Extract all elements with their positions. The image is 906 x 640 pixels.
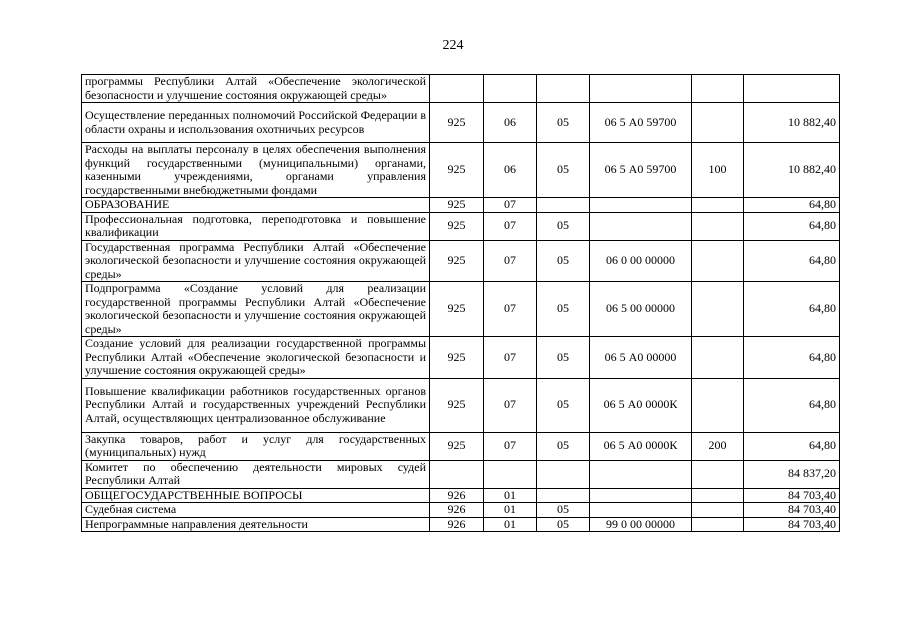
grbs-code-cell: 925 <box>430 282 484 337</box>
expense-type-cell <box>692 103 744 143</box>
row-name-cell: программы Республики Алтай «Обеспечение экологической безопасности и улучшение состояния окружающей среды» <box>82 75 430 103</box>
target-article-cell <box>590 212 692 240</box>
amount-cell: 10 882,40 <box>744 103 840 143</box>
grbs-code-cell: 925 <box>430 103 484 143</box>
grbs-code-cell: 925 <box>430 143 484 198</box>
subsection-code-cell: 05 <box>537 143 590 198</box>
section-code-cell: 06 <box>484 143 537 198</box>
section-code-cell: 01 <box>484 488 537 503</box>
expense-type-cell <box>692 460 744 488</box>
target-article-cell: 99 0 00 00000 <box>590 517 692 532</box>
subsection-code-cell: 05 <box>537 337 590 379</box>
target-article-cell <box>590 488 692 503</box>
amount-cell: 84 837,20 <box>744 460 840 488</box>
expense-type-cell <box>692 488 744 503</box>
row-name-cell: Создание условий для реализации государственной программы Республики Алтай «Обеспечение экологической безопасности и улучшение состояния окружающей среды» <box>82 337 430 379</box>
expense-type-cell <box>692 503 744 518</box>
amount-cell: 64,80 <box>744 432 840 460</box>
amount-cell: 64,80 <box>744 282 840 337</box>
table-row <box>82 198 840 213</box>
table-row <box>82 432 840 460</box>
grbs-code-cell: 925 <box>430 212 484 240</box>
section-code-cell <box>484 75 537 103</box>
subsection-code-cell: 05 <box>537 240 590 282</box>
target-article-cell <box>590 503 692 518</box>
subsection-code-cell: 05 <box>537 432 590 460</box>
row-name-cell: Повышение квалификации работников государственных органов Республики Алтай и государственных учреждений Республики Алтай, осуществляющих централизованное обслуживание <box>82 378 430 432</box>
amount-cell: 64,80 <box>744 212 840 240</box>
row-name-cell: Расходы на выплаты персоналу в целях обеспечения выполнения функций государственными (муниципальными) органами, казенными учреждениями, органами управления государственными внебюджетными фондами <box>82 143 430 198</box>
row-name-cell: Закупка товаров, работ и услуг для государственных (муниципальных) нужд <box>82 432 430 460</box>
grbs-code-cell: 925 <box>430 337 484 379</box>
row-name-cell: ОБРАЗОВАНИЕ <box>82 198 430 213</box>
table-row <box>82 378 840 432</box>
target-article-cell: 06 5 А0 0000К <box>590 432 692 460</box>
amount-cell: 64,80 <box>744 378 840 432</box>
grbs-code-cell: 926 <box>430 503 484 518</box>
subsection-code-cell: 05 <box>537 503 590 518</box>
section-code-cell: 01 <box>484 503 537 518</box>
section-code-cell: 07 <box>484 212 537 240</box>
table-row <box>82 212 840 240</box>
grbs-code-cell <box>430 460 484 488</box>
table-row <box>82 282 840 337</box>
table-row <box>82 460 840 488</box>
expense-type-cell <box>692 212 744 240</box>
row-name-cell: Комитет по обеспечению деятельности мировых судей Республики Алтай <box>82 460 430 488</box>
target-article-cell: 06 5 А0 0000К <box>590 378 692 432</box>
page-number: 224 <box>442 38 464 53</box>
table-row <box>82 75 840 103</box>
row-name-cell: Осуществление переданных полномочий Российской Федерации в области охраны и использования охотничьих ресурсов <box>82 103 430 143</box>
amount-cell: 84 703,40 <box>744 503 840 518</box>
section-code-cell: 07 <box>484 432 537 460</box>
target-article-cell: 06 0 00 00000 <box>590 240 692 282</box>
amount-cell <box>744 75 840 103</box>
row-name-cell: Подпрограмма «Создание условий для реализации государственной программы Республики Алтай «Обеспечение экологической безопасности и улучшение состояния окружающей среды» <box>82 282 430 337</box>
amount-cell: 84 703,40 <box>744 517 840 532</box>
table-row <box>82 488 840 503</box>
row-name-cell: Судебная система <box>82 503 430 518</box>
section-code-cell: 07 <box>484 378 537 432</box>
target-article-cell <box>590 75 692 103</box>
row-name-cell: ОБЩЕГОСУДАРСТВЕННЫЕ ВОПРОСЫ <box>82 488 430 503</box>
amount-cell: 64,80 <box>744 198 840 213</box>
section-code-cell: 06 <box>484 103 537 143</box>
subsection-code-cell <box>537 198 590 213</box>
expense-type-cell: 100 <box>692 143 744 198</box>
grbs-code-cell: 925 <box>430 432 484 460</box>
table-row <box>82 503 840 518</box>
target-article-cell: 06 5 А0 59700 <box>590 143 692 198</box>
expense-type-cell <box>692 517 744 532</box>
table-row <box>82 517 840 532</box>
target-article-cell: 06 5 00 00000 <box>590 282 692 337</box>
expense-type-cell: 200 <box>692 432 744 460</box>
table-body <box>82 75 840 532</box>
amount-cell: 64,80 <box>744 240 840 282</box>
grbs-code-cell <box>430 75 484 103</box>
expense-type-cell <box>692 240 744 282</box>
amount-cell: 84 703,40 <box>744 488 840 503</box>
grbs-code-cell: 925 <box>430 240 484 282</box>
row-name-cell: Государственная программа Республики Алтай «Обеспечение экологической безопасности и улучшение состояния окружающей среды» <box>82 240 430 282</box>
section-code-cell: 07 <box>484 198 537 213</box>
table-row <box>82 337 840 379</box>
expense-type-cell <box>692 75 744 103</box>
subsection-code-cell: 05 <box>537 282 590 337</box>
grbs-code-cell: 926 <box>430 488 484 503</box>
amount-cell: 10 882,40 <box>744 143 840 198</box>
target-article-cell: 06 5 А0 00000 <box>590 337 692 379</box>
grbs-code-cell: 926 <box>430 517 484 532</box>
section-code-cell <box>484 460 537 488</box>
subsection-code-cell: 05 <box>537 517 590 532</box>
table-row <box>82 103 840 143</box>
subsection-code-cell: 05 <box>537 212 590 240</box>
subsection-code-cell: 05 <box>537 378 590 432</box>
subsection-code-cell <box>537 460 590 488</box>
expense-type-cell <box>692 282 744 337</box>
section-code-cell: 07 <box>484 337 537 379</box>
subsection-code-cell <box>537 75 590 103</box>
expense-type-cell <box>692 378 744 432</box>
amount-cell: 64,80 <box>744 337 840 379</box>
target-article-cell <box>590 460 692 488</box>
expense-type-cell <box>692 337 744 379</box>
section-code-cell: 07 <box>484 282 537 337</box>
grbs-code-cell: 925 <box>430 198 484 213</box>
subsection-code-cell: 05 <box>537 103 590 143</box>
budget-table <box>81 74 840 532</box>
grbs-code-cell: 925 <box>430 378 484 432</box>
table-row <box>82 240 840 282</box>
target-article-cell: 06 5 А0 59700 <box>590 103 692 143</box>
section-code-cell: 07 <box>484 240 537 282</box>
target-article-cell <box>590 198 692 213</box>
section-code-cell: 01 <box>484 517 537 532</box>
table-row <box>82 143 840 198</box>
row-name-cell: Профессиональная подготовка, переподготовка и повышение квалификации <box>82 212 430 240</box>
row-name-cell: Непрограммные направления деятельности <box>82 517 430 532</box>
subsection-code-cell <box>537 488 590 503</box>
expense-type-cell <box>692 198 744 213</box>
